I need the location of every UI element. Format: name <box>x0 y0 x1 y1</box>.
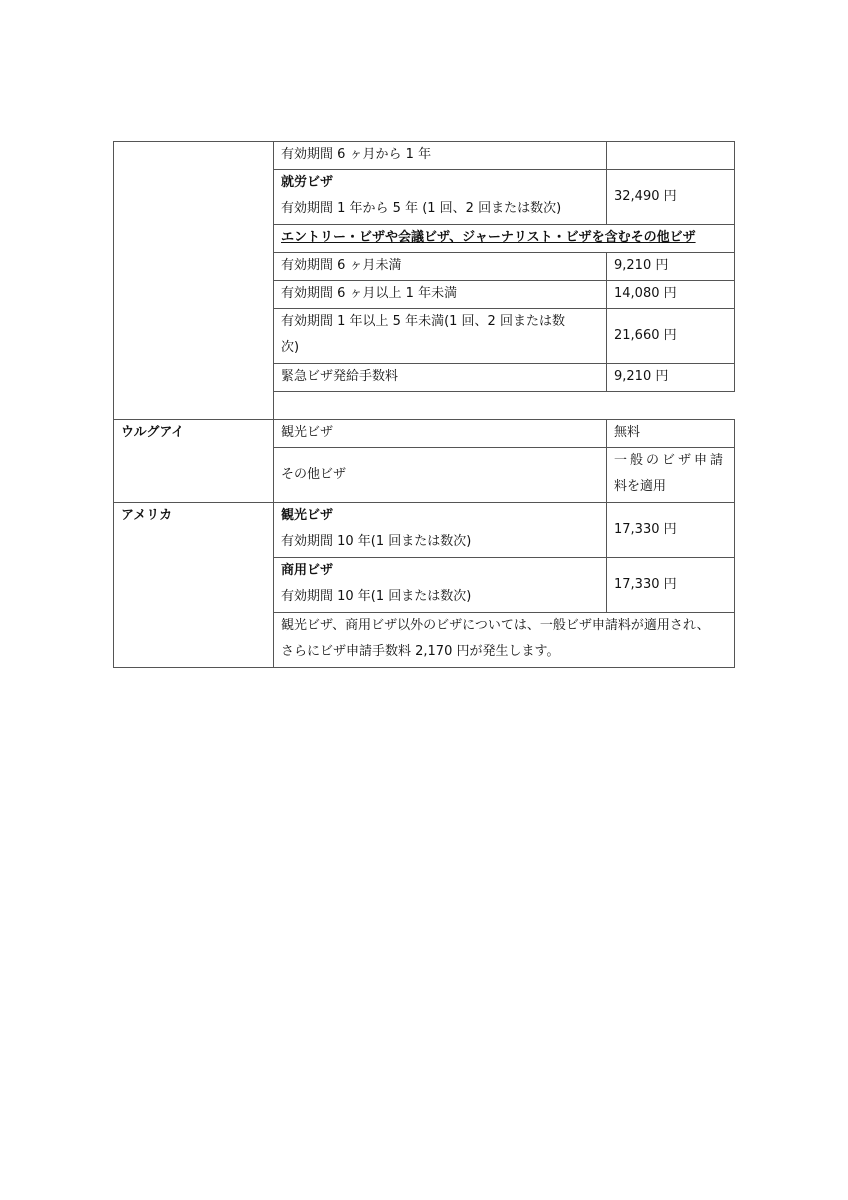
emergency-fee-label: 緊急ビザ発給手数料 <box>274 364 607 392</box>
period-cell <box>274 309 607 364</box>
table-row <box>114 420 735 448</box>
fee-cell: 17,330 円 <box>607 503 735 558</box>
period-text: 有効期間 1 年から 5 年 (1 回、2 回または数次) <box>281 201 562 216</box>
work-visa-cell <box>274 170 607 225</box>
section-heading <box>274 225 735 253</box>
period-text: 有効期間 10 年(1 回または数次) <box>281 589 472 604</box>
table-row <box>114 142 735 170</box>
business-visa-cell <box>274 558 607 613</box>
fee-text-line1: 一般のビザ申請 <box>614 453 727 468</box>
period-text: 有効期間 10 年(1 回または数次) <box>281 534 472 549</box>
fee-cell-empty <box>607 142 735 170</box>
country-cell-empty <box>114 142 274 420</box>
visa-type-cell: 観光ビザ <box>274 420 607 448</box>
period-text-line1: 有効期間 1 年以上 5 年未満(1 回、2 回または数 <box>281 314 565 329</box>
period-cell: 有効期間 6 ヶ月以上 1 年未満 <box>274 281 607 309</box>
section-heading-text: エントリー・ビザや会議ビザ、ジャーナリスト・ビザを含むその他ビザ <box>281 230 696 245</box>
visa-type-title: 就労ビザ <box>281 175 334 190</box>
period-text-line2: 次) <box>281 340 300 355</box>
fee-cell <box>607 448 735 503</box>
fee-cell: 17,330 円 <box>607 558 735 613</box>
visa-type-title: 商用ビザ <box>281 563 334 578</box>
fee-cell: 21,660 円 <box>607 309 735 364</box>
note-text-line2: さらにビザ申請手数料 2,170 円が発生します。 <box>281 644 560 659</box>
fee-cell: 32,490 円 <box>607 170 735 225</box>
visa-fee-table <box>113 141 735 668</box>
note-cell <box>274 613 735 668</box>
fee-text-line2: 料を適用 <box>614 479 667 494</box>
country-cell: アメリカ <box>114 503 274 668</box>
fee-cell: 無料 <box>607 420 735 448</box>
fee-cell: 9,210 円 <box>607 253 735 281</box>
period-cell: 有効期間 6 ヶ月未満 <box>274 253 607 281</box>
tourist-visa-cell <box>274 503 607 558</box>
table-row <box>114 503 735 558</box>
fee-cell: 14,080 円 <box>607 281 735 309</box>
fee-cell: 9,210 円 <box>607 364 735 392</box>
visa-type-title: 観光ビザ <box>281 508 334 523</box>
period-cell: 有効期間 6 ヶ月から 1 年 <box>274 142 607 170</box>
country-cell: ウルグアイ <box>114 420 274 503</box>
note-text-line1: 観光ビザ、商用ビザ以外のビザについては、一般ビザ申請料が適用され、 <box>281 618 710 633</box>
visa-type-cell: その他ビザ <box>274 448 607 503</box>
